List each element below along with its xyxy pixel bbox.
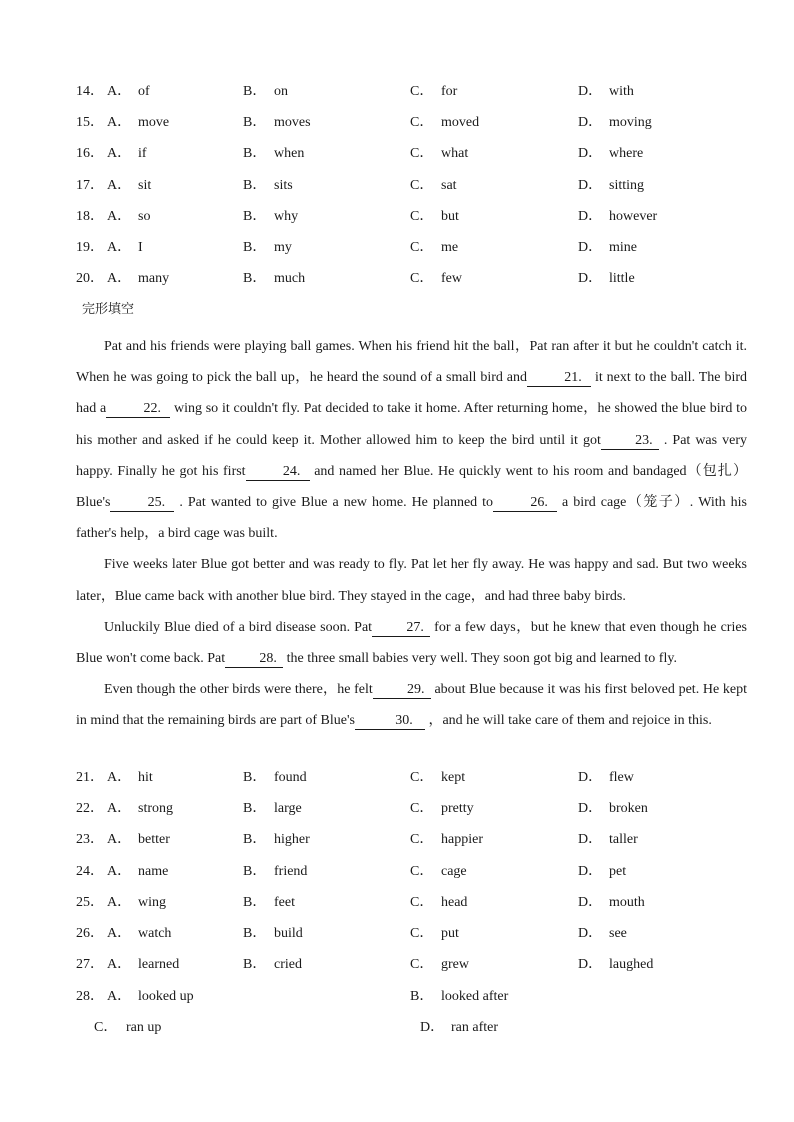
option-c[interactable]: kept — [441, 770, 466, 785]
passage-text: the three small babies very well. They soon got big and learned to fly. — [283, 651, 677, 667]
option-letter-c: C． — [410, 957, 434, 973]
option-c[interactable]: sat — [441, 177, 457, 193]
option-letter-c: C． — [410, 832, 434, 848]
option-b[interactable]: sits — [274, 177, 293, 193]
option-letter-d: D． — [578, 832, 603, 848]
option-letter-b: B． — [243, 926, 267, 941]
option-b[interactable]: my — [274, 240, 292, 255]
option-letter-c: C． — [94, 1020, 118, 1035]
blank-22: 22. — [106, 401, 170, 418]
option-c[interactable]: moved — [441, 115, 480, 131]
question-row — [0, 176, 794, 196]
question-number: 21． — [76, 770, 104, 785]
option-b[interactable]: large — [274, 801, 302, 817]
question-row — [0, 862, 794, 882]
option-letter-c: C． — [410, 115, 434, 131]
option-b[interactable]: cried — [274, 957, 302, 973]
option-letter-c: C． — [410, 926, 434, 941]
question-number: 28． — [76, 989, 104, 1004]
option-c[interactable]: what — [441, 146, 469, 162]
option-letter-c: C． — [410, 240, 434, 255]
section-title: 完形填空 — [82, 302, 135, 317]
option-letter-a: A． — [107, 989, 132, 1004]
option-b[interactable]: looked after — [441, 989, 509, 1004]
passage-text: Unluckily Blue died of a bird disease soon. Pat — [104, 619, 373, 635]
passage-paragraph-3 — [76, 612, 747, 674]
option-letter-a: A． — [107, 957, 132, 973]
question-row — [0, 82, 794, 102]
option-b[interactable]: on — [274, 84, 288, 99]
passage-paragraph-1 — [76, 331, 747, 549]
question-number: 23． — [76, 832, 104, 848]
option-d[interactable]: with — [609, 84, 634, 99]
option-a[interactable]: looked up — [138, 989, 194, 1004]
question-row — [0, 113, 794, 133]
question-row — [0, 924, 794, 944]
option-d[interactable]: however — [609, 208, 658, 224]
option-d[interactable]: broken — [609, 801, 648, 817]
option-a[interactable]: so — [138, 208, 151, 224]
option-a[interactable]: sit — [138, 177, 152, 193]
option-letter-c: C． — [410, 770, 434, 785]
option-letter-b: B． — [243, 115, 267, 131]
option-c[interactable]: me — [441, 240, 459, 255]
passage-text: wing so it couldn't fly. Pat decided to take it home. After returning home，he showed the blue bird to his mother and asked if he could keep it. Mother allowed him to keep the bird until it got — [76, 401, 747, 448]
option-letter-b: B． — [243, 863, 267, 879]
option-b[interactable]: friend — [274, 863, 308, 879]
question-row — [0, 799, 794, 819]
option-letter-a: A． — [107, 177, 132, 193]
option-d[interactable]: ran after — [451, 1020, 499, 1035]
blank-26: 26. — [493, 495, 557, 512]
option-letter-c: C． — [410, 863, 434, 879]
option-letter-b: B． — [243, 271, 267, 287]
question-number: 27． — [76, 957, 104, 973]
option-a[interactable]: better — [138, 832, 170, 848]
question-row — [0, 207, 794, 227]
option-c[interactable]: cage — [441, 863, 467, 879]
question-row — [0, 830, 794, 850]
question-number: 24． — [76, 863, 104, 879]
blank-27: 27. — [372, 620, 430, 637]
question-28-row-2 — [0, 1018, 794, 1038]
option-c[interactable]: but — [441, 208, 459, 224]
passage-text: Even though the other birds were there，he felt — [104, 682, 373, 698]
option-letter-b: B． — [410, 989, 434, 1004]
option-letter-d: D． — [578, 84, 603, 99]
option-letter-b: B． — [243, 208, 267, 224]
passage-text: and named her Blue. He quickly went to his room and bandaged（包扎）Blue's — [76, 463, 748, 511]
option-a[interactable]: move — [138, 115, 170, 131]
option-letter-c: C． — [410, 271, 434, 287]
blank-23: 23. — [601, 433, 659, 450]
option-letter-d: D． — [578, 146, 603, 162]
option-letter-a: A． — [107, 208, 132, 224]
option-a[interactable]: I — [138, 240, 143, 255]
question-number: 19． — [76, 240, 104, 255]
cloze-passage — [76, 331, 747, 737]
option-letter-b: B． — [243, 801, 267, 817]
option-d[interactable]: sitting — [609, 177, 645, 193]
option-letter-d: D． — [578, 115, 603, 131]
option-c[interactable]: pretty — [441, 801, 474, 817]
question-number: 22． — [76, 801, 104, 817]
option-letter-b: B． — [243, 832, 267, 848]
option-b[interactable]: higher — [274, 832, 310, 848]
option-d[interactable]: mouth — [609, 894, 645, 910]
question-row — [0, 893, 794, 913]
option-letter-c: C． — [410, 177, 434, 193]
blank-24: 24. — [246, 464, 310, 481]
passage-text: ，and he will take care of them and rejoice in this. — [424, 713, 712, 729]
passage-paragraph-4 — [76, 674, 747, 736]
option-a[interactable]: strong — [138, 801, 173, 817]
option-letter-d: D． — [578, 770, 603, 785]
option-b[interactable]: moves — [274, 115, 311, 131]
question-number: 20． — [76, 271, 104, 287]
option-letter-c: C． — [410, 146, 434, 162]
blank-30: 30. — [355, 713, 425, 730]
option-letter-d: D． — [578, 863, 603, 879]
blank-29: 29. — [373, 682, 431, 699]
passage-text: for a few days，but he knew that even though he cries Blue won't come back. Pat — [76, 619, 747, 667]
question-number: 26． — [76, 926, 104, 941]
option-letter-d: D． — [578, 208, 603, 224]
option-letter-d: D． — [578, 177, 603, 193]
option-letter-a: A． — [107, 801, 132, 817]
question-row — [0, 269, 794, 289]
option-b[interactable]: build — [274, 926, 303, 941]
blank-28: 28. — [225, 651, 283, 668]
option-a[interactable]: hit — [138, 770, 153, 785]
option-d[interactable]: pet — [609, 863, 627, 879]
question-number: 25． — [76, 894, 104, 910]
option-letter-a: A． — [107, 863, 132, 879]
question-28 — [0, 987, 794, 1007]
option-c[interactable]: few — [441, 271, 462, 287]
option-letter-d: D． — [578, 801, 603, 817]
option-letter-a: A． — [107, 240, 132, 255]
option-letter-d: D． — [578, 926, 603, 941]
option-d[interactable]: where — [609, 146, 644, 162]
question-row — [0, 768, 794, 788]
question-row — [0, 144, 794, 164]
option-letter-b: B． — [243, 84, 267, 99]
option-letter-b: B． — [243, 146, 267, 162]
option-letter-b: B． — [243, 240, 267, 255]
option-letter-a: A． — [107, 770, 132, 785]
option-d[interactable]: flew — [609, 770, 634, 785]
option-letter-a: A． — [107, 894, 132, 910]
passage-text: . Pat was very happy. Finally he got his first — [76, 432, 748, 479]
option-c[interactable]: happier — [441, 832, 483, 848]
passage-paragraph-2: Five weeks later Blue got better and was ready to fly. Pat let her fly away. He was happy and sad. But two weeks later，Blue came back with another blue bird. They stayed in the cage，and had three baby birds. — [76, 557, 747, 604]
option-c[interactable]: grew — [441, 957, 469, 973]
question-row — [0, 238, 794, 258]
option-d[interactable]: see — [609, 926, 627, 941]
option-d[interactable]: taller — [609, 832, 638, 848]
blank-25: 25. — [110, 495, 174, 512]
option-d[interactable]: moving — [609, 115, 652, 131]
option-d[interactable]: mine — [609, 240, 637, 255]
option-letter-b: B． — [243, 894, 267, 910]
option-letter-c: C． — [410, 894, 434, 910]
option-letter-d: D． — [420, 1020, 445, 1035]
question-number: 17． — [76, 177, 104, 193]
option-letter-b: B． — [243, 177, 267, 193]
option-b[interactable]: found — [274, 770, 307, 785]
passage-text: about Blue because it was his first beloved pet. He kept in mind that the remaining birds are part of Blue's — [76, 682, 747, 729]
option-c[interactable]: put — [441, 926, 459, 941]
option-letter-a: A． — [107, 832, 132, 848]
option-c[interactable]: head — [441, 894, 468, 910]
option-letter-c: C． — [410, 208, 434, 224]
question-number: 15． — [76, 115, 104, 131]
option-a[interactable]: name — [138, 863, 169, 879]
passage-text: . Pat wanted to give Blue a new home. He planned to — [174, 495, 494, 511]
option-a[interactable]: many — [138, 271, 170, 287]
option-letter-a: A． — [107, 271, 132, 287]
option-b[interactable]: much — [274, 271, 306, 287]
option-letter-c: C． — [410, 801, 434, 817]
option-letter-c: C． — [410, 84, 434, 99]
question-row — [0, 955, 794, 975]
option-letter-a: A． — [107, 84, 132, 99]
question-number: 18． — [76, 208, 104, 224]
question-number: 16． — [76, 146, 104, 162]
option-letter-b: B． — [243, 770, 267, 785]
option-letter-d: D． — [578, 957, 603, 973]
question-number: 14． — [76, 84, 104, 99]
option-letter-b: B． — [243, 957, 267, 973]
option-letter-a: A． — [107, 146, 132, 162]
option-b[interactable]: why — [274, 208, 299, 224]
option-letter-d: D． — [578, 240, 603, 255]
option-c[interactable]: for — [441, 84, 458, 99]
option-letter-d: D． — [578, 894, 603, 910]
option-d[interactable]: little — [609, 271, 635, 287]
option-a[interactable]: learned — [138, 957, 180, 973]
option-letter-a: A． — [107, 926, 132, 941]
passage-text: it next to the ball. The bird had a — [76, 370, 747, 417]
option-letter-d: D． — [578, 271, 603, 287]
blank-21: 21. — [527, 370, 591, 387]
option-a[interactable]: if — [138, 146, 147, 162]
option-d[interactable]: laughed — [609, 957, 654, 973]
option-b[interactable]: feet — [274, 894, 295, 910]
option-c[interactable]: ran up — [126, 1020, 162, 1035]
passage-text: a bird cage（笼子）. With his father's help，a bird cage was built. — [76, 495, 747, 542]
option-a[interactable]: of — [138, 84, 150, 99]
option-a[interactable]: watch — [138, 926, 172, 941]
passage-text: Pat and his friends were playing ball games. When his friend hit the ball，Pat ran after it but he couldn't catch it. When he was going to pick the ball up，he heard the sound of a small bird and — [76, 339, 747, 386]
option-a[interactable]: wing — [138, 894, 166, 910]
option-b[interactable]: when — [274, 146, 305, 162]
option-letter-a: A． — [107, 115, 132, 131]
